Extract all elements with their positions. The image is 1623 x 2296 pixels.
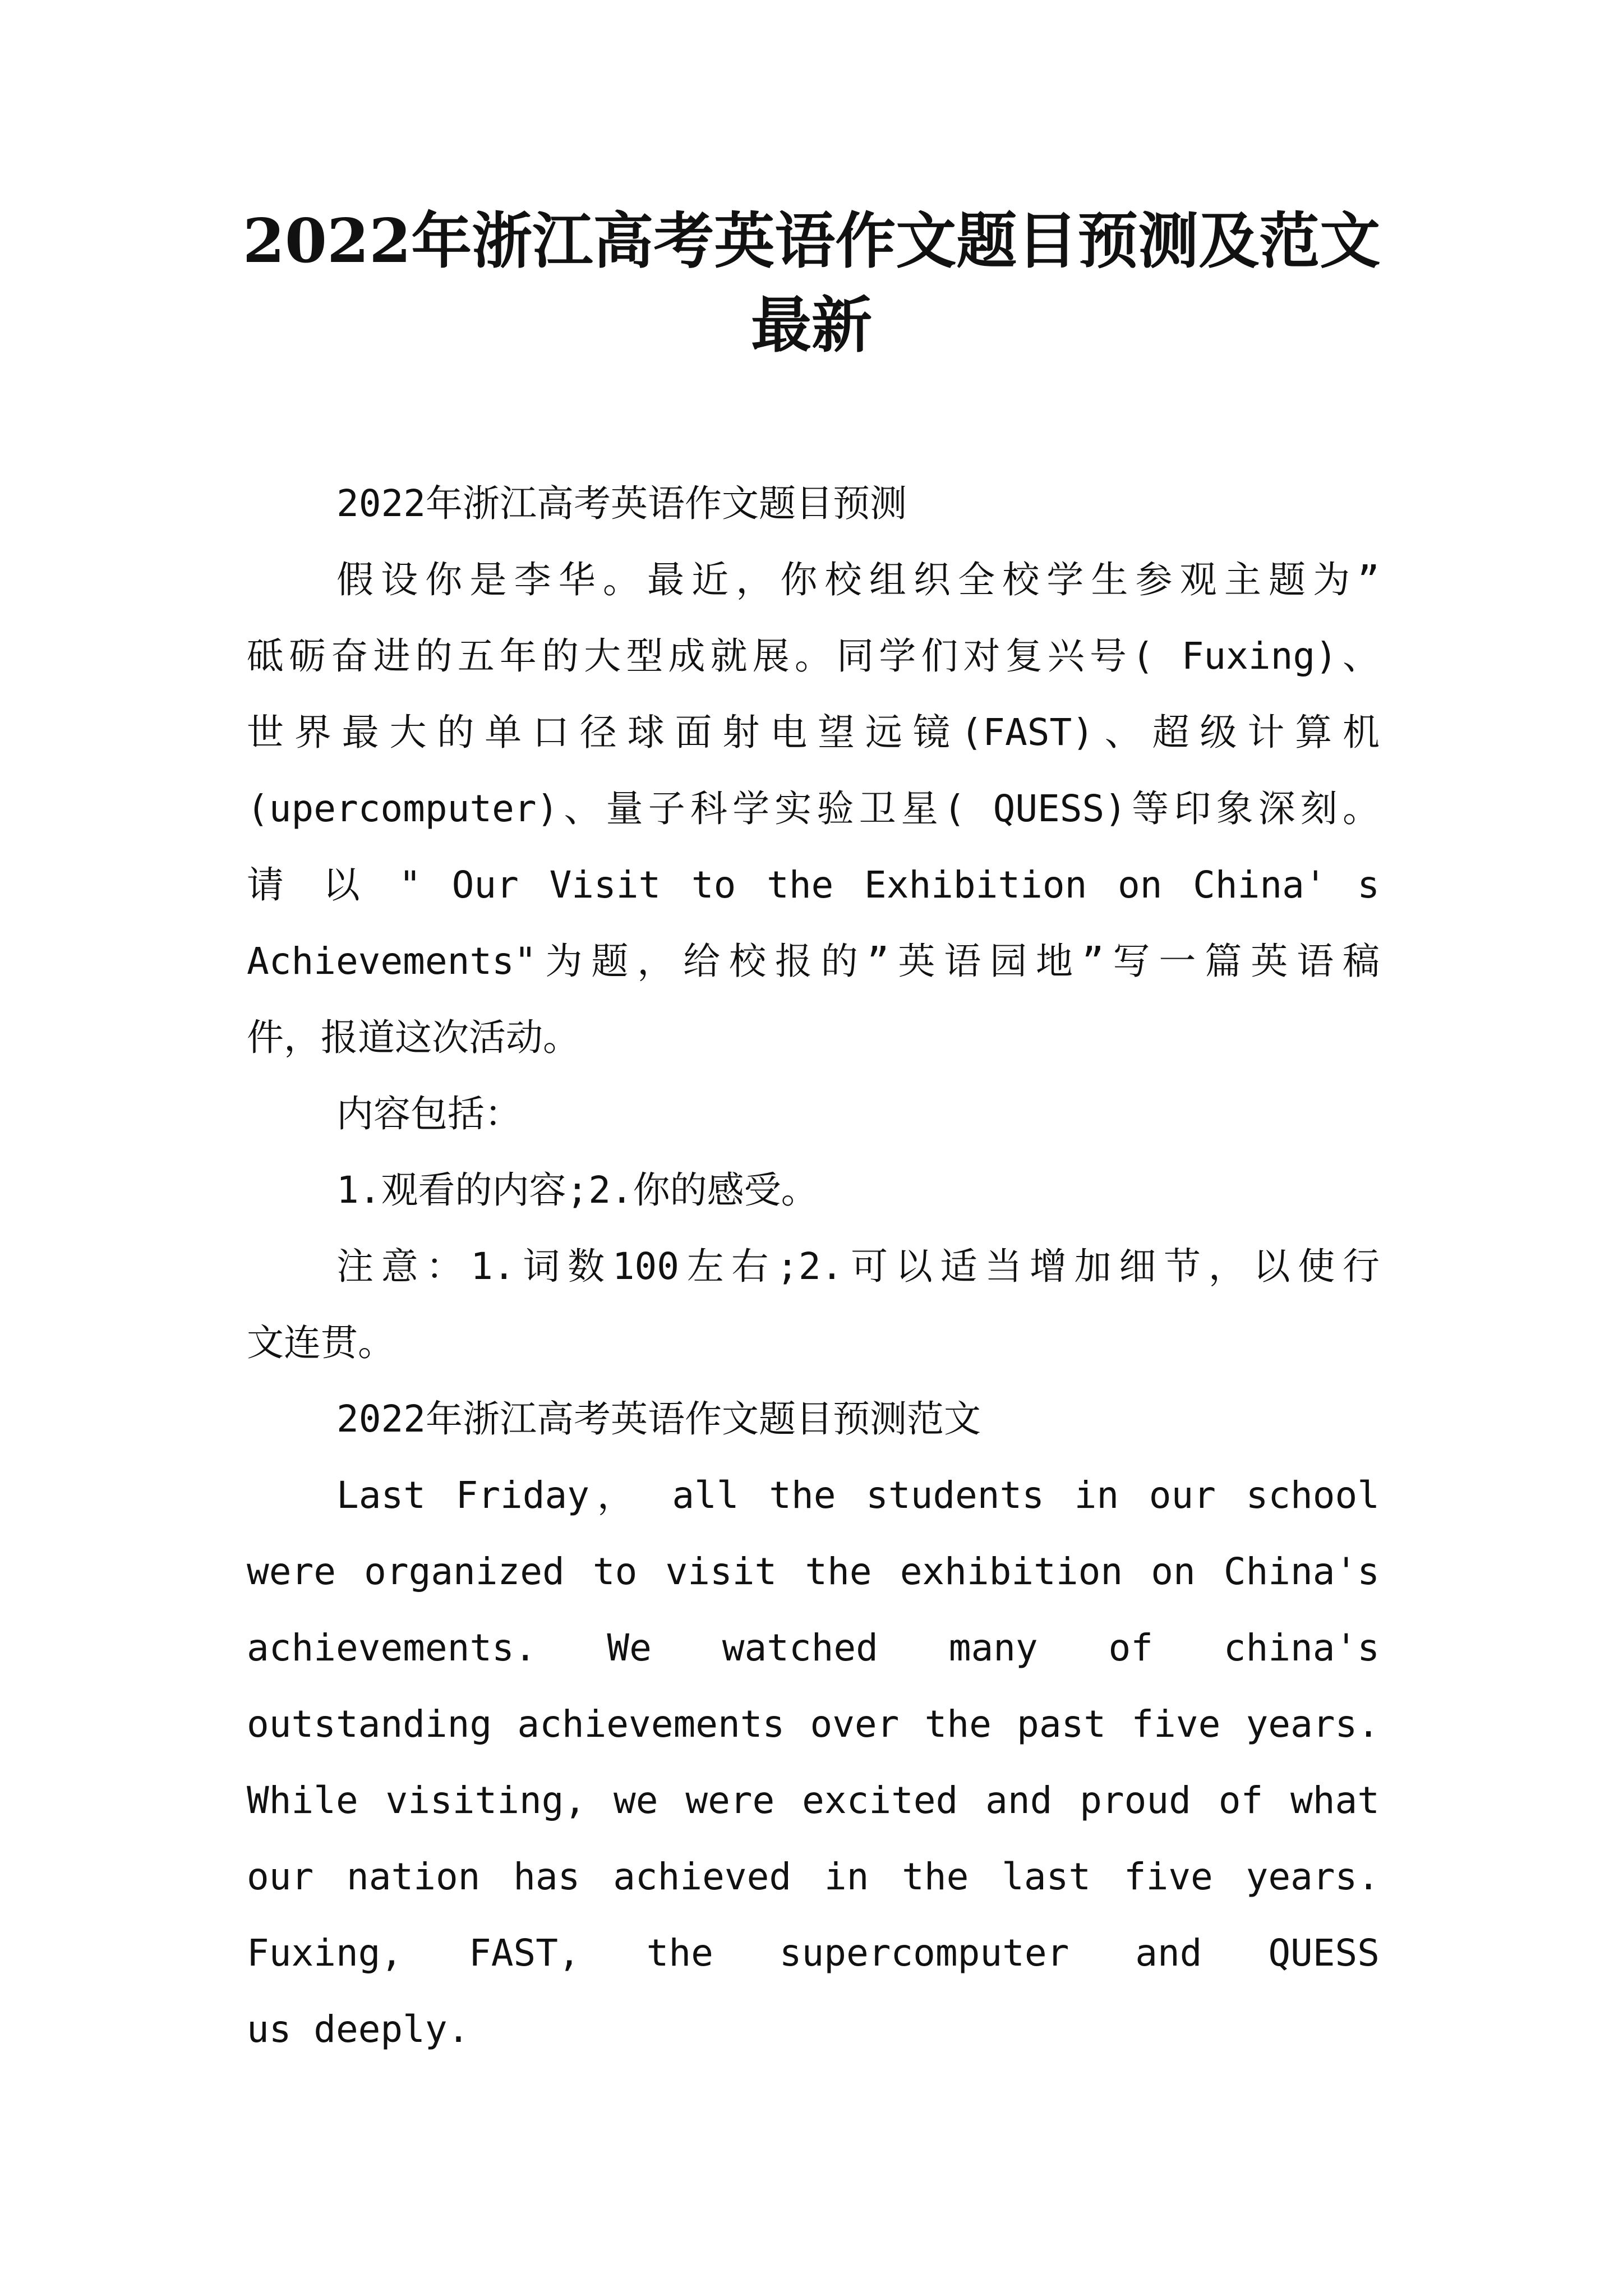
- body-line: 世界最大的单口径球面射电望远镜(FAST)、超级计算机: [247, 711, 1380, 754]
- essay-line: While visiting, we were excited and proud of what: [247, 1779, 1380, 1822]
- essay-line: Last Friday， all the students in our school: [336, 1474, 1380, 1517]
- body-line: 请 以 " Our Visit to the Exhibition on China' s: [247, 863, 1380, 907]
- essay-line: Fuxing, FAST, the supercomputer and QUESS: [247, 1931, 1380, 1975]
- essay-line: achievements. We watched many of china's: [247, 1626, 1380, 1669]
- body-line: 件，报道这次活动。: [247, 1016, 580, 1059]
- essay-line: our nation has achieved in the last five years.: [247, 1855, 1380, 1898]
- body-line: 砥砺奋进的五年的大型成就展。同学们对复兴号( Fuxing)、: [247, 634, 1380, 678]
- body-line: Achievements"为题，给校报的”英语园地”写一篇英语稿: [247, 940, 1380, 983]
- section-heading-prompt: 2022年浙江高考英语作文题目预测: [336, 482, 907, 525]
- essay-line: were organized to visit the exhibition on China's: [247, 1550, 1380, 1593]
- essay-line: us deeply.: [247, 2008, 470, 2051]
- essay-line: outstanding achievements over the past five years.: [247, 1703, 1380, 1746]
- body-line: 注意：1.词数100左右;2.可以适当增加细节，以使行: [336, 1245, 1380, 1288]
- body-line: 假设你是李华。最近，你校组织全校学生参观主题为”: [336, 558, 1380, 601]
- body-line: 内容包括：: [336, 1092, 522, 1135]
- document-title-line-1: 2022年浙江高考英语作文题目预测及范文: [242, 206, 1381, 277]
- body-line: 1.观看的内容;2.你的感受。: [336, 1168, 818, 1212]
- document-title-line-2: 最新: [750, 290, 872, 361]
- body-line: (upercomputer)、量子科学实验卫星( QUESS)等印象深刻。: [247, 787, 1380, 830]
- section-heading-sample: 2022年浙江高考英语作文题目预测范文: [336, 1397, 981, 1441]
- body-line: 文连贯。: [247, 1321, 395, 1364]
